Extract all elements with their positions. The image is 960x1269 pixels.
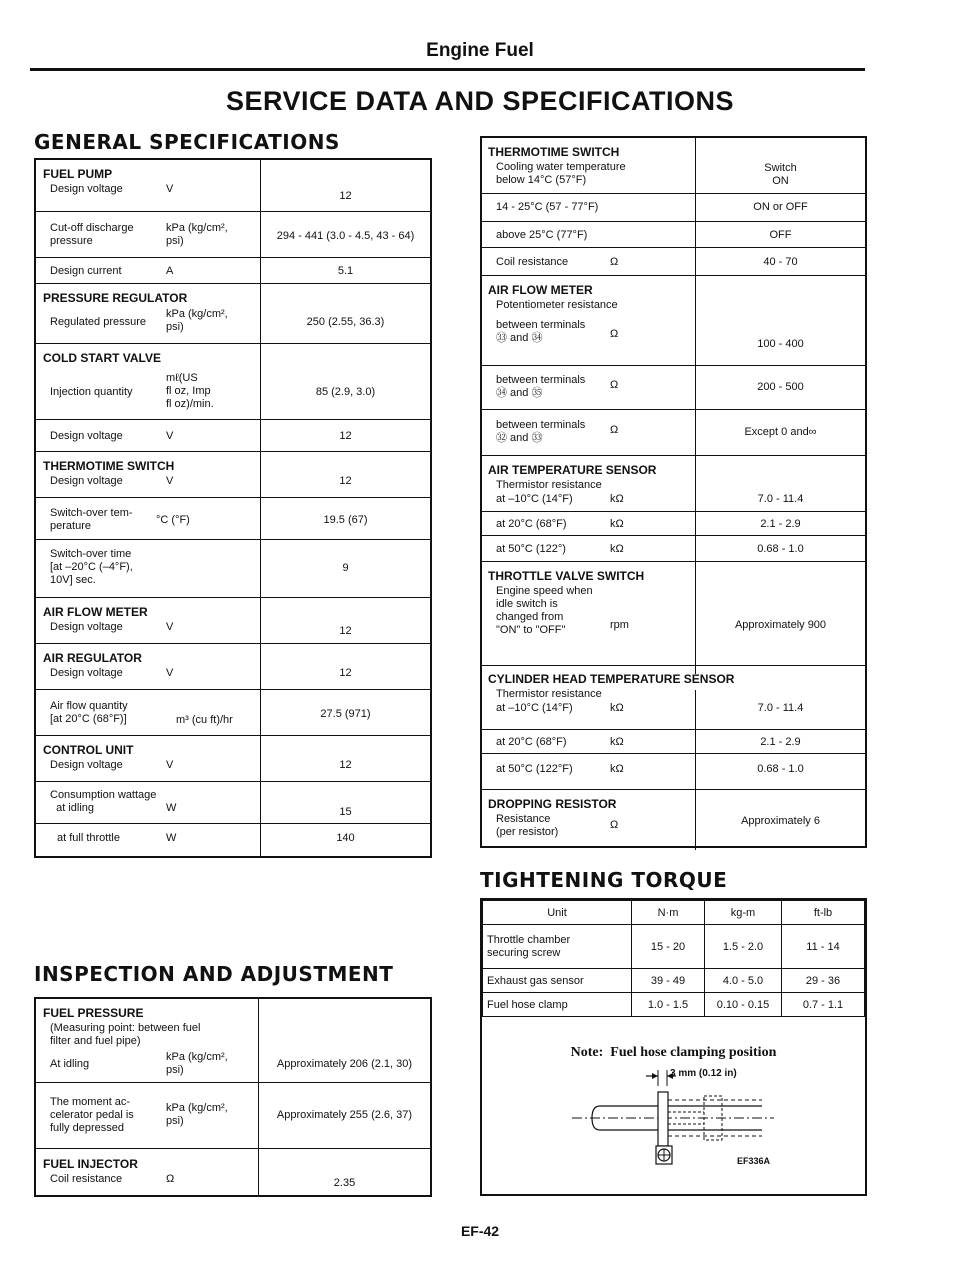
unit: V: [166, 430, 174, 442]
value: 19.5 (67): [323, 514, 368, 526]
afm-32-33-row: [482, 410, 865, 456]
unit: kPa (kg/cm², psi): [166, 1051, 228, 1076]
value: Approximately 900: [734, 619, 827, 631]
unit: V: [166, 667, 174, 679]
value: OFF: [769, 229, 792, 241]
value: 15: [339, 806, 352, 818]
value: Switch ON: [764, 162, 797, 187]
fuel-pressure-idle-row: [36, 999, 430, 1083]
label: Switch-over time [at –20°C (–4°F), 10V] sec.: [50, 548, 133, 586]
label: at 50°C (122°F): [496, 763, 573, 775]
torque-table: [482, 900, 865, 1017]
control-unit-heading: CONTROL UNIT: [43, 743, 134, 757]
dropping-resistor-heading: DROPPING RESISTOR: [488, 797, 617, 811]
label: Consumption wattage at idling: [50, 789, 157, 814]
cell: 29 - 36: [782, 969, 865, 993]
sub-label: (Measuring point: between fuel filter and fuel pipe): [50, 1022, 201, 1047]
unit: kΩ: [610, 518, 624, 530]
unit: V: [166, 475, 174, 487]
label: Design voltage: [50, 759, 123, 771]
value: 12: [339, 475, 352, 487]
label: Design voltage: [50, 183, 123, 195]
unit: Ω: [610, 424, 619, 436]
fuel-injector-row: [36, 1149, 430, 1195]
value: Approximately 206 (2.1, 30): [276, 1058, 413, 1070]
afm-heading: AIR FLOW METER: [43, 605, 148, 619]
air-regulator-heading: AIR REGULATOR: [43, 651, 142, 665]
sub-label: Potentiometer resistance: [496, 299, 618, 311]
unit: kΩ: [610, 763, 624, 775]
unit: rpm: [610, 619, 629, 631]
value: 12: [339, 667, 352, 679]
value: 2.35: [333, 1177, 356, 1189]
unit: Ω: [610, 328, 619, 340]
value: 12: [339, 190, 352, 202]
value: 200 - 500: [757, 381, 804, 393]
header-rule: [30, 68, 865, 71]
fuel-pump-heading: FUEL PUMP: [43, 167, 113, 181]
label: Design current: [50, 265, 122, 277]
unit: kΩ: [610, 493, 624, 505]
thermotime-mid-row: [482, 194, 865, 222]
value: Approximately 255 (2.6, 37): [276, 1109, 413, 1121]
switch-over-time-row: [36, 540, 430, 598]
afm-voltage-row: [36, 598, 430, 644]
cell: Exhaust gas sensor: [483, 969, 632, 993]
unit: Ω: [610, 379, 619, 391]
label: at –10°C (14°F): [496, 702, 573, 714]
consumption-idle-row: [36, 782, 430, 824]
label: Engine speed when idle switch is changed from "ON" to "OFF": [496, 585, 593, 636]
label: Switch-over tem- perature: [50, 507, 133, 532]
ats-minus10-row: [482, 456, 865, 512]
label: Design voltage: [50, 621, 123, 633]
table-row: [483, 925, 865, 969]
general-spec-title: GENERAL SPECIFICATIONS: [34, 130, 340, 154]
value: 7.0 - 11.4: [757, 493, 804, 505]
label: Regulated pressure: [50, 316, 147, 328]
switch-over-temp-row: [36, 498, 430, 540]
label: between terminals ㉜ and ㉝: [496, 419, 586, 444]
value: 5.1: [337, 265, 354, 277]
unit: W: [166, 802, 177, 814]
label: at –10°C (14°F): [496, 493, 573, 505]
label: at full throttle: [57, 832, 120, 844]
value: 12: [339, 759, 352, 771]
cell: 1.0 - 1.5: [632, 993, 705, 1017]
value: 12: [339, 430, 352, 442]
ats-50-row: [482, 536, 865, 562]
cold-start-injection-row: [36, 344, 430, 420]
value: 85 (2.9, 3.0): [315, 386, 376, 398]
value: ON or OFF: [753, 201, 808, 213]
value: 2.1 - 2.9: [760, 518, 801, 530]
thermotime-voltage-row: [36, 452, 430, 498]
unit: Ω: [166, 1173, 175, 1185]
value: 9: [342, 562, 349, 574]
fuel-pressure-accel-row: [36, 1083, 430, 1149]
label: 14 - 25°C (57 - 77°F): [496, 201, 599, 213]
unit: A: [166, 265, 174, 277]
label: Cut-off discharge pressure: [50, 222, 134, 247]
cold-start-heading: COLD START VALVE: [43, 351, 161, 365]
label: between terminals ㉝ and ㉞: [496, 319, 586, 344]
air-flow-quantity-row: [36, 690, 430, 736]
cell: 1.5 - 2.0: [705, 925, 782, 969]
unit: mℓ(US fl oz, Imp fl oz)/min.: [166, 372, 214, 410]
clamp-dimension: 3 mm (0.12 in): [670, 1068, 737, 1079]
label: Coil resistance: [50, 1173, 123, 1185]
general-spec-table: [34, 158, 432, 858]
cold-start-voltage-row: [36, 420, 430, 452]
fuel-pressure-heading: FUEL PRESSURE: [43, 1006, 144, 1020]
fuel-injector-heading: FUEL INJECTOR: [43, 1157, 138, 1171]
chts-20-row: [482, 730, 865, 754]
value: Except 0 and∞: [744, 426, 817, 438]
unit: W: [166, 832, 177, 844]
label: Resistance (per resistor): [496, 813, 559, 838]
table-row: [483, 993, 865, 1017]
label: above 25°C (77°F): [496, 229, 588, 241]
header-unit: Unit: [483, 901, 632, 925]
ats-heading: AIR TEMPERATURE SENSOR: [488, 463, 657, 477]
clamp-note: Note: Fuel hose clamping position: [570, 1045, 777, 1060]
pressure-regulator-row: [36, 284, 430, 344]
label: at 50°C (122°): [496, 543, 566, 555]
torque-box: [480, 898, 867, 1196]
unit: kΩ: [610, 736, 624, 748]
consumption-full-throttle-row: [36, 824, 430, 856]
label: Coil resistance: [496, 256, 569, 268]
unit: kPa (kg/cm², psi): [166, 1102, 228, 1127]
torque-title: TIGHTENING TORQUE: [480, 868, 728, 892]
right-spec-table: [480, 136, 867, 848]
cell: 0.10 - 0.15: [705, 993, 782, 1017]
page-header-title: Engine Fuel: [426, 40, 534, 61]
table-row: [483, 969, 865, 993]
main-title: SERVICE DATA AND SPECIFICATIONS: [225, 86, 735, 116]
header-kgm: kg-m: [705, 901, 782, 925]
unit: kΩ: [610, 543, 624, 555]
unit: Ω: [610, 256, 619, 268]
header-ftlb: ft-lb: [782, 901, 865, 925]
control-voltage-row: [36, 736, 430, 782]
unit: m³ (cu ft)/hr: [176, 714, 233, 726]
value: 250 (2.55, 36.3): [306, 316, 385, 328]
value: 40 - 70: [763, 256, 798, 268]
sub-label: Thermistor resistance: [496, 479, 602, 491]
throttle-valve-switch-heading: THROTTLE VALVE SWITCH: [488, 569, 645, 583]
label: Design voltage: [50, 430, 123, 442]
cell: Fuel hose clamp: [483, 993, 632, 1017]
inspection-table: [34, 997, 432, 1197]
chts-heading: CYLINDER HEAD TEMPERATURE SENSOR: [488, 672, 735, 686]
cell: 39 - 49: [632, 969, 705, 993]
cell: Throttle chamber securing screw: [483, 925, 632, 969]
label: Injection quantity: [50, 386, 133, 398]
torque-header-row: [483, 901, 865, 925]
label: Design voltage: [50, 475, 123, 487]
pressure-regulator-heading: PRESSURE REGULATOR: [43, 291, 188, 305]
coil-resistance-row: [482, 248, 865, 276]
unit: V: [166, 621, 174, 633]
afm-33-34-row: [482, 276, 865, 366]
value: 0.68 - 1.0: [757, 763, 804, 775]
cutoff-pressure-row: [36, 212, 430, 258]
label: between terminals ㉞ and ㉟: [496, 374, 586, 399]
thermotime-above-row: [482, 222, 865, 248]
cell: 4.0 - 5.0: [705, 969, 782, 993]
figure-code: EF336A: [737, 1156, 771, 1166]
throttle-valve-switch-row: [482, 562, 865, 666]
label: Design voltage: [50, 667, 123, 679]
value: Approximately 6: [741, 815, 820, 827]
hose-clamp-diagram: [562, 1066, 792, 1184]
cell: 15 - 20: [632, 925, 705, 969]
value: 2.1 - 2.9: [760, 736, 801, 748]
value: 7.0 - 11.4: [757, 702, 804, 714]
label: at 20°C (68°F): [496, 518, 567, 530]
label: At idling: [50, 1058, 90, 1070]
value: 0.68 - 1.0: [757, 543, 804, 555]
value: 140: [336, 832, 355, 844]
label: at 20°C (68°F): [496, 736, 567, 748]
thermotime-heading: THERMOTIME SWITCH: [43, 459, 175, 473]
header-nm: N·m: [632, 901, 705, 925]
chts-50-row: [482, 754, 865, 790]
unit: V: [166, 759, 174, 771]
label: Cooling water temperature below 14°C (57°F): [496, 161, 626, 186]
inspection-title: INSPECTION AND ADJUSTMENT: [34, 962, 394, 986]
unit: °C (°F): [156, 514, 190, 526]
chts-minus10-row: [482, 666, 865, 730]
value: 294 - 441 (3.0 - 4.5, 43 - 64): [276, 230, 415, 242]
thermotime-below-row: [482, 138, 865, 194]
sub-label: Thermistor resistance: [496, 688, 602, 700]
unit: kPa (kg/cm², psi): [166, 222, 228, 247]
unit: Ω: [610, 819, 619, 831]
air-reg-voltage-row: [36, 644, 430, 690]
afm-heading: AIR FLOW METER: [488, 283, 593, 297]
value: 27.5 (971): [320, 708, 371, 720]
fuel-pump-voltage-row: [36, 160, 430, 212]
label: The moment ac- celerator pedal is fully depressed: [50, 1096, 134, 1134]
label: Air flow quantity [at 20°C (68°F)]: [50, 700, 128, 725]
ats-20-row: [482, 512, 865, 536]
afm-34-35-row: [482, 366, 865, 410]
cell: 11 - 14: [782, 925, 865, 969]
unit: kΩ: [610, 702, 624, 714]
page-number: EF-42: [460, 1223, 500, 1239]
design-current-row: [36, 258, 430, 284]
thermotime-heading: THERMOTIME SWITCH: [488, 145, 620, 159]
cell: 0.7 - 1.1: [782, 993, 865, 1017]
dropping-resistor-row: [482, 790, 865, 848]
value: 100 - 400: [757, 338, 804, 350]
unit: kPa (kg/cm², psi): [166, 308, 228, 333]
unit: V: [166, 183, 174, 195]
value: 12: [339, 625, 352, 637]
